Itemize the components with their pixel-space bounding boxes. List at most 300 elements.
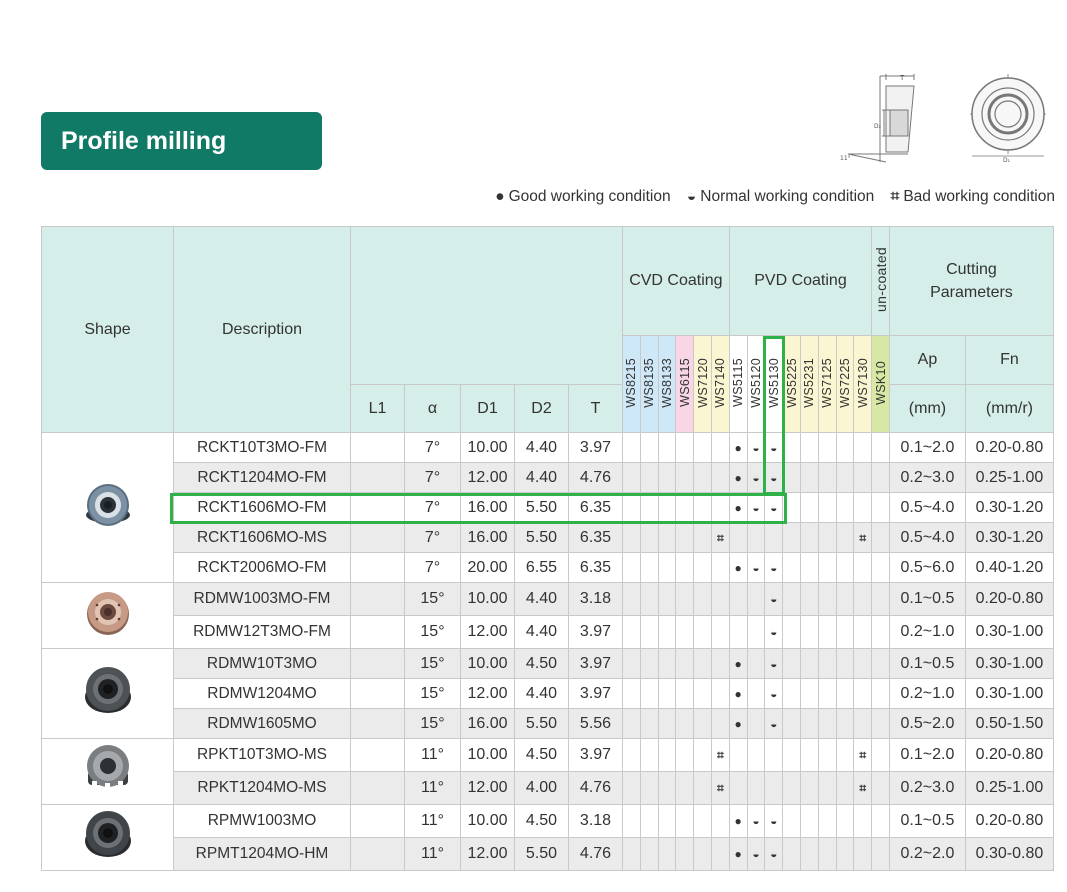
bad-hash-icon: ⌗: [717, 530, 724, 545]
grade-mark-cell: [676, 649, 694, 679]
grade-mark-cell: [765, 433, 783, 463]
grade-mark-cell: [800, 463, 818, 493]
grade-mark-cell: [800, 523, 818, 553]
alpha-cell: 7°: [405, 493, 461, 523]
t-cell: 6.35: [569, 493, 623, 523]
t-cell: 5.56: [569, 709, 623, 739]
d1-cell: 10.00: [461, 739, 515, 772]
fn-cell: 0.25-1.00: [965, 772, 1053, 805]
d2-cell: 4.40: [515, 616, 569, 649]
ap-cell: 0.1~0.5: [889, 583, 965, 616]
grade-mark-cell: [729, 772, 747, 805]
grade-mark-cell: [694, 463, 712, 493]
table-row: [42, 616, 1054, 649]
d1-cell: 20.00: [461, 553, 515, 583]
good-dot-icon: ●: [734, 560, 742, 575]
description-cell: RDMW1605MO: [174, 709, 351, 739]
alpha-cell: 15°: [405, 679, 461, 709]
header-grade-ws7130: [854, 336, 872, 433]
grade-mark-cell: [676, 463, 694, 493]
grade-mark-cell: [729, 616, 747, 649]
grade-mark-cell: [783, 616, 801, 649]
grade-mark-cell: [640, 616, 658, 649]
grade-mark-cell: [729, 463, 747, 493]
fn-cell: 0.30-1.20: [965, 493, 1053, 523]
t-cell: 3.18: [569, 805, 623, 838]
table-row: [42, 838, 1054, 871]
grade-mark-cell: [765, 679, 783, 709]
table-row: [42, 772, 1054, 805]
header-grade-ws5231: [800, 336, 818, 433]
grade-mark-cell: [623, 805, 641, 838]
grade-mark-cell: [765, 616, 783, 649]
grade-mark-cell: [872, 838, 890, 871]
normal-half-dot-icon: ◒: [770, 440, 778, 455]
grade-mark-cell: [854, 838, 872, 871]
grade-mark-cell: [765, 493, 783, 523]
l1-cell: [351, 739, 405, 772]
grade-mark-cell: [783, 649, 801, 679]
d1-cell: 12.00: [461, 463, 515, 493]
grade-mark-cell: [658, 838, 676, 871]
alpha-cell: 15°: [405, 649, 461, 679]
description-cell: RDMW12T3MO-FM: [174, 616, 351, 649]
grade-mark-cell: [658, 553, 676, 583]
grade-mark-cell: [854, 523, 872, 553]
description-cell: RPMT1204MO-HM: [174, 838, 351, 871]
t-cell: 3.18: [569, 583, 623, 616]
bad-hash-icon: ⌗: [717, 781, 724, 795]
alpha-cell: 7°: [405, 553, 461, 583]
fn-cell: 0.20-0.80: [965, 583, 1053, 616]
table-row: [42, 523, 1054, 553]
header-uncoated-label: un-coated: [872, 247, 889, 312]
table-row: [42, 709, 1054, 739]
header-cutting-parameters: [889, 227, 1053, 336]
grade-mark-cell: [854, 649, 872, 679]
diagram-label-d2: D₂: [874, 123, 882, 130]
description-cell: RPMW1003MO: [174, 805, 351, 838]
normal-half-dot-icon: ◒: [770, 716, 778, 731]
grade-mark-cell: [658, 523, 676, 553]
grade-label: WS8133: [659, 357, 674, 408]
header-grade-ws5115: [729, 336, 747, 433]
grade-mark-cell: [747, 772, 765, 805]
grade-mark-cell: [818, 433, 836, 463]
grade-mark-cell: [854, 709, 872, 739]
header-grade-ws7125: [818, 336, 836, 433]
t-cell: 6.35: [569, 553, 623, 583]
grade-mark-cell: [640, 553, 658, 583]
fn-cell: 0.25-1.00: [965, 463, 1053, 493]
grade-mark-cell: [640, 649, 658, 679]
normal-half-dot-icon: ◒: [752, 560, 760, 575]
ap-cell: 0.2~2.0: [889, 838, 965, 871]
grade-mark-cell: [818, 739, 836, 772]
diagram-label-angle: 11°: [840, 155, 851, 162]
grade-mark-cell: [783, 553, 801, 583]
ap-cell: 0.5~4.0: [889, 493, 965, 523]
alpha-cell: 15°: [405, 616, 461, 649]
grade-mark-cell: [676, 679, 694, 709]
normal-half-dot-icon: ◒: [686, 188, 697, 205]
grade-label: WSK10: [873, 360, 888, 405]
grade-mark-cell: [872, 805, 890, 838]
normal-half-dot-icon: ◒: [752, 470, 760, 485]
grade-mark-cell: [854, 805, 872, 838]
grade-mark-cell: [854, 493, 872, 523]
grade-mark-cell: [711, 433, 729, 463]
grade-mark-cell: [765, 649, 783, 679]
rdmw-insert-icon: [78, 661, 138, 721]
insert-table: [41, 226, 1054, 871]
d1-cell: 16.00: [461, 493, 515, 523]
alpha-cell: 11°: [405, 805, 461, 838]
grade-mark-cell: [872, 679, 890, 709]
good-dot-icon: ●: [734, 470, 742, 485]
table-row: [42, 493, 1054, 523]
grade-mark-cell: [623, 649, 641, 679]
grade-mark-cell: [800, 679, 818, 709]
grade-mark-cell: [729, 553, 747, 583]
grade-mark-cell: [800, 616, 818, 649]
ap-cell: 0.5~6.0: [889, 553, 965, 583]
grade-mark-cell: [623, 679, 641, 709]
grade-mark-cell: [640, 463, 658, 493]
grade-mark-cell: [836, 838, 854, 871]
grade-mark-cell: [818, 709, 836, 739]
table-row: [42, 463, 1054, 493]
good-dot-icon: ●: [734, 847, 742, 861]
grade-mark-cell: [694, 616, 712, 649]
grade-mark-cell: [658, 493, 676, 523]
normal-half-dot-icon: ◒: [770, 592, 778, 606]
l1-cell: [351, 493, 405, 523]
header-grade-ws8215: [623, 336, 641, 433]
ap-cell: 0.2~1.0: [889, 616, 965, 649]
normal-half-dot-icon: ◒: [752, 440, 760, 455]
grade-label: WS5120: [748, 357, 763, 408]
header-ap-unit: (mm): [889, 385, 965, 433]
grade-mark-cell: [711, 772, 729, 805]
shape-cell: [42, 433, 174, 583]
grade-mark-cell: [623, 583, 641, 616]
grade-mark-cell: [658, 739, 676, 772]
bad-hash-icon: ⌗: [859, 530, 867, 545]
ap-cell: 0.2~1.0: [889, 679, 965, 709]
grade-mark-cell: [836, 679, 854, 709]
d1-cell: 10.00: [461, 433, 515, 463]
table-row: [42, 649, 1054, 679]
grade-mark-cell: [711, 805, 729, 838]
ap-cell: 0.1~0.5: [889, 649, 965, 679]
grade-mark-cell: [640, 433, 658, 463]
l1-cell: [351, 709, 405, 739]
grade-mark-cell: [694, 772, 712, 805]
grade-mark-cell: [747, 739, 765, 772]
grade-mark-cell: [711, 838, 729, 871]
grade-mark-cell: [658, 805, 676, 838]
l1-cell: [351, 649, 405, 679]
grade-mark-cell: [818, 493, 836, 523]
grade-label: WS5115: [731, 358, 746, 407]
grade-mark-cell: [765, 709, 783, 739]
grade-mark-cell: [694, 493, 712, 523]
grade-mark-cell: [623, 739, 641, 772]
grade-label: WS5225: [784, 357, 799, 408]
grade-mark-cell: [818, 649, 836, 679]
alpha-cell: 15°: [405, 583, 461, 616]
grade-mark-cell: [658, 583, 676, 616]
grade-mark-cell: [818, 838, 836, 871]
grade-mark-cell: [765, 739, 783, 772]
description-cell: RDMW1204MO: [174, 679, 351, 709]
grade-mark-cell: [783, 433, 801, 463]
grade-mark-cell: [800, 493, 818, 523]
grade-mark-cell: [729, 679, 747, 709]
grade-mark-cell: [747, 583, 765, 616]
grade-mark-cell: [800, 709, 818, 739]
d2-cell: 4.40: [515, 463, 569, 493]
fn-cell: 0.30-1.00: [965, 649, 1053, 679]
grade-mark-cell: [854, 553, 872, 583]
grade-mark-cell: [836, 709, 854, 739]
description-cell: RCKT1606MO-MS: [174, 523, 351, 553]
fn-cell: 0.30-1.00: [965, 616, 1053, 649]
grade-label: WS7225: [837, 357, 852, 408]
grade-label: WS7120: [695, 357, 710, 408]
description-cell: RCKT1606MO-FM: [174, 493, 351, 523]
grade-mark-cell: [623, 523, 641, 553]
grade-mark-cell: [623, 709, 641, 739]
table-row: [42, 679, 1054, 709]
grade-mark-cell: [783, 679, 801, 709]
grade-mark-cell: [694, 838, 712, 871]
grade-mark-cell: [747, 838, 765, 871]
d1-cell: 10.00: [461, 583, 515, 616]
d2-cell: 6.55: [515, 553, 569, 583]
grade-mark-cell: [747, 553, 765, 583]
grade-mark-cell: [872, 463, 890, 493]
normal-half-dot-icon: ◒: [770, 847, 778, 861]
d2-cell: 4.40: [515, 433, 569, 463]
grade-mark-cell: [800, 433, 818, 463]
normal-half-dot-icon: ◒: [770, 686, 778, 701]
normal-half-dot-icon: ◒: [752, 847, 760, 861]
grade-mark-cell: [872, 709, 890, 739]
d1-cell: 10.00: [461, 805, 515, 838]
legend: [483, 188, 1055, 206]
bad-hash-icon: ⌗: [859, 781, 867, 795]
alpha-cell: 7°: [405, 433, 461, 463]
grade-mark-cell: [658, 709, 676, 739]
legend-bad: [891, 188, 1055, 206]
grade-mark-cell: [676, 493, 694, 523]
d2-cell: 4.40: [515, 583, 569, 616]
alpha-cell: 7°: [405, 463, 461, 493]
grade-mark-cell: [800, 772, 818, 805]
shape-cell: [42, 649, 174, 739]
grade-mark-cell: [783, 772, 801, 805]
header-grade-ws7120: [694, 336, 712, 433]
grade-mark-cell: [836, 616, 854, 649]
ap-cell: 0.1~2.0: [889, 433, 965, 463]
grade-mark-cell: [711, 523, 729, 553]
fn-cell: 0.20-0.80: [965, 805, 1053, 838]
diagram-label-d1: D₁: [1003, 157, 1011, 164]
d2-cell: 5.50: [515, 838, 569, 871]
grade-mark-cell: [623, 553, 641, 583]
grade-mark-cell: [836, 583, 854, 616]
d2-cell: 4.50: [515, 805, 569, 838]
grade-mark-cell: [729, 523, 747, 553]
grade-mark-cell: [640, 523, 658, 553]
grade-mark-cell: [747, 649, 765, 679]
grade-mark-cell: [800, 805, 818, 838]
header-d1: D1: [461, 385, 515, 433]
t-cell: 4.76: [569, 463, 623, 493]
d2-cell: 5.50: [515, 493, 569, 523]
d1-cell: 16.00: [461, 523, 515, 553]
ap-cell: 0.2~3.0: [889, 772, 965, 805]
grade-mark-cell: [711, 463, 729, 493]
d2-cell: 4.40: [515, 679, 569, 709]
description-cell: RPKT10T3MO-MS: [174, 739, 351, 772]
grade-label: WS8135: [642, 357, 657, 408]
shape-cell: [42, 739, 174, 805]
normal-half-dot-icon: ◒: [770, 656, 778, 671]
grade-mark-cell: [818, 553, 836, 583]
grade-mark-cell: [676, 805, 694, 838]
grade-mark-cell: [729, 583, 747, 616]
legend-normal: [687, 188, 874, 206]
t-cell: 4.76: [569, 838, 623, 871]
grade-mark-cell: [694, 709, 712, 739]
grade-mark-cell: [676, 433, 694, 463]
grade-mark-cell: [676, 838, 694, 871]
header-alpha: α: [405, 385, 461, 433]
header-grade-wsk10: [872, 336, 890, 433]
grade-mark-cell: [836, 553, 854, 583]
grade-mark-cell: [729, 709, 747, 739]
bad-hash-icon: ⌗: [859, 748, 867, 762]
legend-normal-label: Normal working condition: [700, 188, 875, 205]
grade-mark-cell: [783, 583, 801, 616]
grade-mark-cell: [747, 805, 765, 838]
grade-mark-cell: [765, 463, 783, 493]
header-grade-ws8135: [640, 336, 658, 433]
grade-mark-cell: [623, 772, 641, 805]
grade-mark-cell: [623, 838, 641, 871]
insert-side-view-diagram: [838, 72, 918, 168]
normal-half-dot-icon: ◒: [770, 814, 778, 828]
fn-cell: 0.50-1.50: [965, 709, 1053, 739]
grade-mark-cell: [765, 772, 783, 805]
alpha-cell: 11°: [405, 772, 461, 805]
grade-mark-cell: [872, 739, 890, 772]
grade-mark-cell: [658, 649, 676, 679]
d2-cell: 4.50: [515, 649, 569, 679]
t-cell: 6.35: [569, 523, 623, 553]
normal-half-dot-icon: ◒: [752, 814, 760, 828]
grade-mark-cell: [765, 838, 783, 871]
header-description: Description: [174, 227, 351, 433]
grade-label: WS7125: [820, 357, 835, 408]
l1-cell: [351, 553, 405, 583]
grade-mark-cell: [711, 679, 729, 709]
t-cell: 3.97: [569, 739, 623, 772]
grade-mark-cell: [711, 739, 729, 772]
grade-mark-cell: [694, 553, 712, 583]
description-cell: RDMW1003MO-FM: [174, 583, 351, 616]
table-row: [42, 583, 1054, 616]
grade-mark-cell: [711, 616, 729, 649]
grade-mark-cell: [854, 739, 872, 772]
grade-mark-cell: [836, 523, 854, 553]
grade-mark-cell: [872, 772, 890, 805]
description-cell: RCKT1204MO-FM: [174, 463, 351, 493]
fn-cell: 0.30-0.80: [965, 838, 1053, 871]
grade-mark-cell: [872, 553, 890, 583]
grade-mark-cell: [694, 805, 712, 838]
description-cell: RPKT1204MO-MS: [174, 772, 351, 805]
l1-cell: [351, 772, 405, 805]
grade-mark-cell: [872, 493, 890, 523]
d1-cell: 10.00: [461, 649, 515, 679]
grade-mark-cell: [818, 772, 836, 805]
grade-label: WS5231: [802, 357, 817, 408]
grade-mark-cell: [729, 493, 747, 523]
header-grade-ws5130: [765, 336, 783, 433]
grade-mark-cell: [872, 523, 890, 553]
rpmw-insert-icon: [78, 805, 138, 865]
d2-cell: 4.00: [515, 772, 569, 805]
grade-mark-cell: [729, 739, 747, 772]
grade-mark-cell: [747, 493, 765, 523]
grade-mark-cell: [676, 553, 694, 583]
grade-mark-cell: [783, 493, 801, 523]
header-fn: Fn: [965, 336, 1053, 385]
fn-cell: 0.30-1.20: [965, 523, 1053, 553]
grade-mark-cell: [783, 463, 801, 493]
grade-mark-cell: [640, 583, 658, 616]
ap-cell: 0.5~2.0: [889, 709, 965, 739]
grade-mark-cell: [747, 463, 765, 493]
d2-cell: 4.50: [515, 739, 569, 772]
bad-hash-icon: ⌗: [890, 188, 900, 205]
l1-cell: [351, 583, 405, 616]
l1-cell: [351, 433, 405, 463]
good-dot-icon: ●: [734, 686, 742, 701]
grade-mark-cell: [623, 463, 641, 493]
grade-mark-cell: [854, 772, 872, 805]
ap-cell: 0.2~3.0: [889, 463, 965, 493]
shape-cell: [42, 583, 174, 649]
d1-cell: 12.00: [461, 838, 515, 871]
grade-mark-cell: [854, 679, 872, 709]
grade-mark-cell: [729, 838, 747, 871]
header-grade-ws6115: [676, 336, 694, 433]
grade-label: WS6115: [677, 358, 692, 407]
grade-mark-cell: [729, 433, 747, 463]
grade-mark-cell: [694, 583, 712, 616]
grade-mark-cell: [747, 523, 765, 553]
alpha-cell: 11°: [405, 838, 461, 871]
grade-mark-cell: [836, 433, 854, 463]
grade-mark-cell: [836, 739, 854, 772]
bad-hash-icon: ⌗: [717, 748, 724, 762]
fn-cell: 0.20-0.80: [965, 433, 1053, 463]
